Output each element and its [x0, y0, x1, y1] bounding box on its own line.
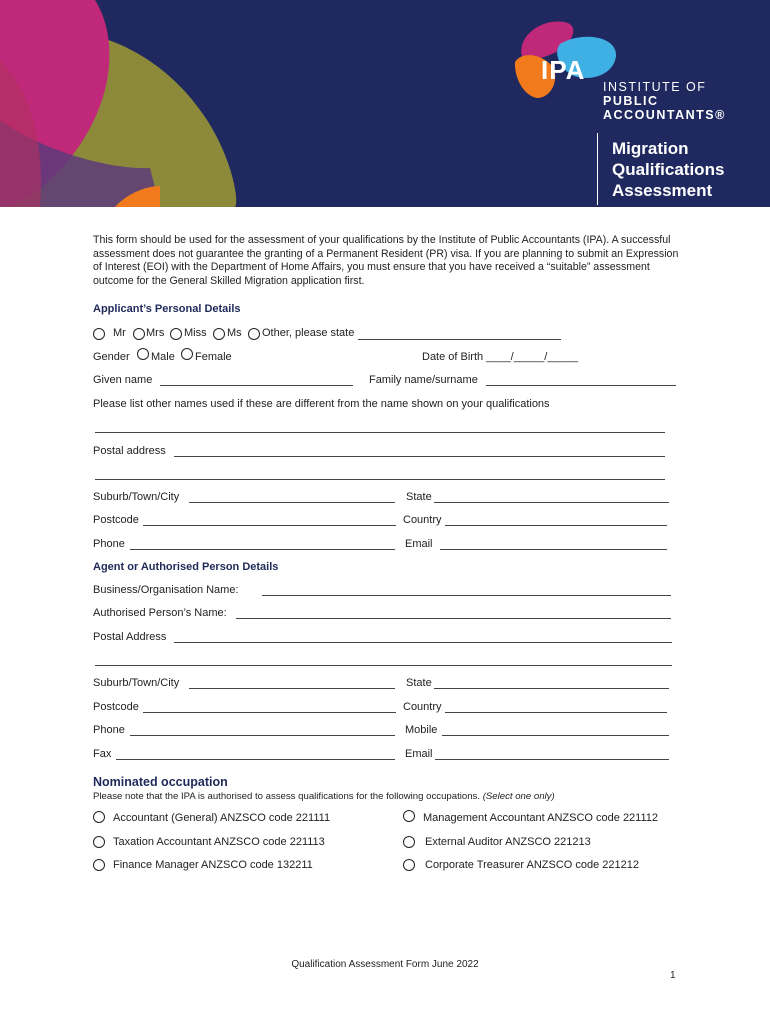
authorised-person-field[interactable]: [236, 618, 671, 619]
agent-phone-field[interactable]: [130, 735, 395, 736]
occupation-finance-manager: Finance Manager ANZSCO code 132211: [113, 859, 313, 871]
occupation-corporate-treasurer: Corporate Treasurer ANZSCO code 221212: [425, 859, 640, 871]
authorised-person-label: Authorised Person’s Name:: [93, 607, 227, 619]
agent-country-field[interactable]: [445, 712, 667, 713]
gender-male-label: Male: [151, 351, 175, 363]
agent-phone-label: Phone: [93, 724, 125, 736]
agent-postcode-field[interactable]: [143, 712, 396, 713]
agent-postal-address-label: Postal Address: [93, 631, 167, 643]
agent-mobile-field[interactable]: [442, 735, 669, 736]
occupation-note: [93, 791, 555, 802]
page-number: 1: [670, 970, 676, 981]
radio-corporate-treasurer[interactable]: [403, 859, 415, 871]
postal-address-label: Postal address: [93, 445, 166, 457]
country-label: Country: [403, 514, 442, 526]
title-mrs-label: Mrs: [146, 327, 165, 339]
title-mr-label: Mr: [113, 327, 126, 339]
email-field[interactable]: [440, 549, 667, 550]
logo-abbreviation: IPA: [541, 55, 586, 85]
institute-line-3: ACCOUNTANTS®: [603, 108, 726, 122]
radio-mr[interactable]: [93, 328, 105, 340]
agent-postal-address-field[interactable]: [174, 642, 672, 643]
occupation-heading: Nominated occupation: [93, 775, 228, 789]
radio-finance-manager[interactable]: [93, 859, 105, 871]
occupation-note-text: Please note that the IPA is authorised to assess qualifications for the following occupations.: [93, 791, 481, 802]
institute-line-2: PUBLIC: [603, 94, 659, 108]
agent-suburb-field[interactable]: [189, 688, 395, 689]
occupation-external-auditor: External Auditor ANZSCO 221213: [425, 836, 591, 848]
postal-address-field[interactable]: [174, 456, 665, 457]
institute-name: [603, 80, 726, 122]
header-divider: [597, 133, 598, 205]
form-title-line-3: Assessment: [612, 181, 713, 200]
radio-ms[interactable]: [213, 328, 225, 340]
suburb-label: Suburb/Town/City: [93, 491, 180, 503]
agent-email-field[interactable]: [435, 759, 669, 760]
gender-label: Gender: [93, 351, 130, 363]
occupation-note-italic: (Select one only): [482, 791, 555, 802]
phone-field[interactable]: [130, 549, 395, 550]
form-title-line-1: Migration: [612, 139, 689, 158]
suburb-field[interactable]: [189, 502, 395, 503]
occupation-accountant-general: Accountant (General) ANZSCO code 221111: [113, 812, 331, 824]
other-names-label: Please list other names used if these are different from the name shown on your qualifications: [93, 398, 550, 410]
title-ms-label: Ms: [227, 327, 242, 339]
intro-paragraph: This form should be used for the assessment of your qualifications by the Institute of Public Accountants (IPA). A successful assessment does not guarantee the granting of a Permanent Resident (PR) visa. If you are planning to submit an Expression of Interest (EOI) with the Department of Home Affairs, you must ensure that you have received a “suitable” assessment outcome for the General Skilled Migration application first.: [93, 234, 679, 287]
state-label: State: [406, 491, 432, 503]
email-label: Email: [405, 538, 433, 550]
institute-line-1: INSTITUTE OF: [603, 80, 707, 94]
radio-accountant-general[interactable]: [93, 811, 105, 823]
agent-country-label: Country: [403, 701, 442, 713]
family-name-label: Family name/surname: [369, 374, 478, 386]
gender-female-label: Female: [195, 351, 232, 363]
title-other-label: Other, please state: [262, 327, 355, 339]
radio-taxation-accountant[interactable]: [93, 836, 105, 848]
radio-other[interactable]: [248, 328, 260, 340]
applicant-heading: Applicant’s Personal Details: [93, 303, 241, 315]
radio-external-auditor[interactable]: [403, 836, 415, 848]
agent-fax-label: Fax: [93, 748, 112, 760]
agent-state-field[interactable]: [434, 688, 669, 689]
title-miss-label: Miss: [184, 327, 207, 339]
postal-address-field-2[interactable]: [95, 479, 665, 480]
date-of-birth-field[interactable]: Date of Birth ____/_____/_____: [422, 351, 578, 363]
occupation-taxation-accountant: Taxation Accountant ANZSCO code 221113: [113, 836, 325, 848]
other-title-field[interactable]: [358, 339, 561, 340]
radio-management-accountant[interactable]: [403, 810, 415, 822]
phone-label: Phone: [93, 538, 125, 550]
agent-fax-field[interactable]: [116, 759, 395, 760]
form-title: [612, 138, 724, 201]
agent-heading: Agent or Authorised Person Details: [93, 561, 279, 573]
business-name-field[interactable]: [262, 595, 671, 596]
agent-postal-address-field-2[interactable]: [95, 665, 672, 666]
agent-postcode-label: Postcode: [93, 701, 139, 713]
business-name-label: Business/Organisation Name:: [93, 584, 239, 596]
family-name-field[interactable]: [486, 385, 676, 386]
footer-text: Qualification Assessment Form June 2022: [291, 959, 479, 970]
radio-female[interactable]: [181, 348, 193, 360]
agent-email-label: Email: [405, 748, 433, 760]
other-names-field[interactable]: [95, 432, 665, 433]
postcode-field[interactable]: [143, 525, 396, 526]
form-title-line-2: Qualifications: [612, 160, 725, 179]
radio-miss[interactable]: [170, 328, 182, 340]
agent-mobile-label: Mobile: [405, 724, 438, 736]
postcode-label: Postcode: [93, 514, 139, 526]
header-banner: [0, 0, 770, 207]
country-field[interactable]: [445, 525, 667, 526]
occupation-management-accountant: Management Accountant ANZSCO code 221112: [423, 812, 659, 824]
state-field[interactable]: [434, 502, 669, 503]
radio-male[interactable]: [137, 348, 149, 360]
radio-mrs[interactable]: [133, 328, 145, 340]
given-name-field[interactable]: [160, 385, 353, 386]
agent-suburb-label: Suburb/Town/City: [93, 677, 180, 689]
agent-state-label: State: [406, 677, 432, 689]
given-name-label: Given name: [93, 374, 153, 386]
